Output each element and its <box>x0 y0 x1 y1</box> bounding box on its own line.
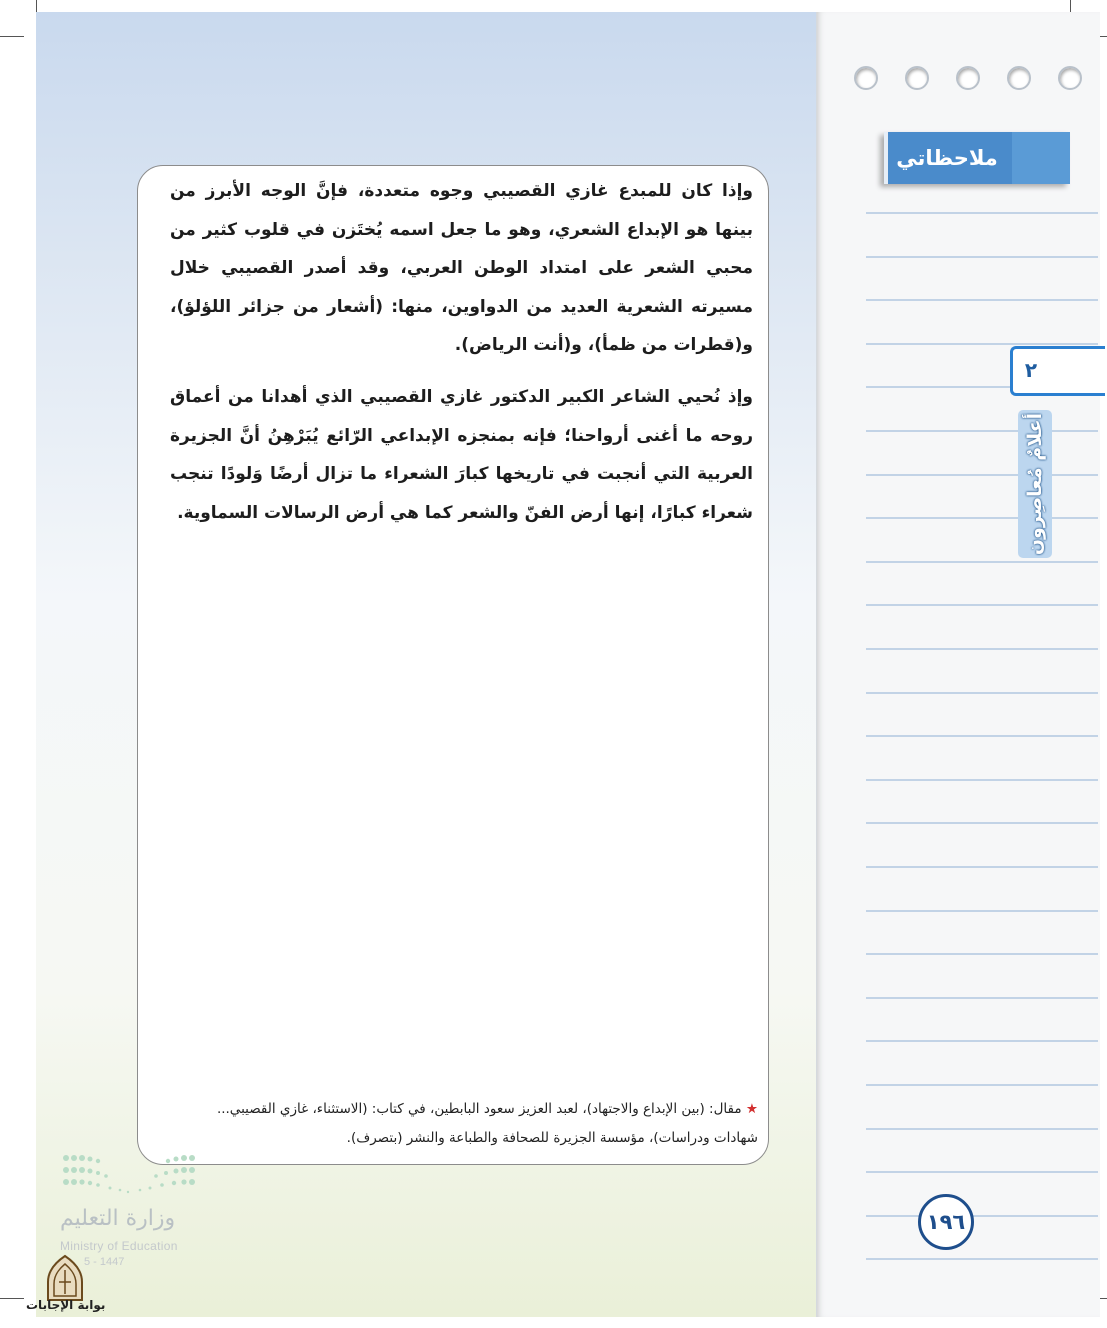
ruled-line <box>866 474 1098 476</box>
ruled-line <box>866 910 1098 912</box>
crop-mark <box>0 36 24 37</box>
ruled-line <box>866 648 1098 650</box>
ruled-line <box>866 256 1098 258</box>
ruled-line <box>866 779 1098 781</box>
ruled-line <box>866 561 1098 563</box>
ruled-line <box>866 1171 1098 1173</box>
ruled-line <box>866 212 1098 214</box>
binder-hole <box>1058 66 1082 90</box>
ministry-year: 5 - 1447 <box>84 1256 125 1268</box>
unit-number: ٢ <box>1024 358 1038 382</box>
ruled-line <box>866 1258 1098 1260</box>
ruled-line <box>866 1040 1098 1042</box>
article-paragraph: وإذا كان للمبدع غازي القصيبي وجوه متعددة، فإنَّ الوجه الأبرز من بينها هو الإبداع الشعري، وهو ما جعل اسمه يُختَزن في قلوب كثير من محبي الشعر على امتداد الوطن العربي، وقد أصدر القصيبي خلال مسيرته الشعرية العديد من الدواوين، منها: (أشعار من جزائر اللؤلؤ)، و(قطرات من ظمأ)، و(أنت الرياض). <box>170 181 753 355</box>
ruled-line <box>866 604 1098 606</box>
footnote <box>150 1095 758 1153</box>
ruled-line <box>866 1215 1098 1217</box>
star-icon: ★ <box>745 1101 758 1117</box>
unit-title: أعلامٌ مُعاصِرون <box>1024 412 1046 556</box>
crop-mark <box>0 1298 24 1299</box>
binder-hole <box>1007 66 1031 90</box>
ruled-line <box>866 430 1098 432</box>
article-paragraph: وإذ نُحيي الشاعر الكبير الدكتور غازي القصيبي الذي أهدانا من أعماق روحه ما أغنى أرواحنا؛ فإنه بمنجزه الإبداعي الرّائع يُبَرْهِنُ أنَّ الجزيرة العربية التي أنجبت في تاريخها كبارَ الشعراء ما تزال أرضًا وَلودًا تنجب شعراء كبارًا، إنها أرض الفنّ والشعر كما هي أرض الرسالات السماوية. <box>170 387 753 523</box>
ruled-line <box>866 1084 1098 1086</box>
ministry-name-arabic: وزارة التعليم <box>60 1206 176 1231</box>
ministry-name-english: Ministry of Education <box>60 1239 178 1253</box>
ruled-line <box>866 517 1098 519</box>
notes-tab-label: ملاحظاتي <box>896 146 998 170</box>
ruled-line <box>866 735 1098 737</box>
binder-hole <box>905 66 929 90</box>
ruled-line <box>866 343 1098 345</box>
ruled-line <box>866 953 1098 955</box>
binder-hole <box>956 66 980 90</box>
footnote-line: شهادات ودراسات)، مؤسسة الجزيرة للصحافة والطباعة والنشر (بتصرف). <box>346 1130 758 1146</box>
watermark-text: بوابة الإجابات <box>26 1298 106 1312</box>
binder-hole <box>854 66 878 90</box>
ruled-line <box>866 1128 1098 1130</box>
ministry-logo-icon <box>62 1152 198 1198</box>
ruled-line <box>866 866 1098 868</box>
notes-panel <box>816 12 1100 1317</box>
footnote-line: مقال: (بين الإبداع والاجتهاد)، لعبد العزيز سعود البابطين، في كتاب: (الاستثناء، غازي القصيبي... <box>216 1101 742 1117</box>
ruled-line <box>866 692 1098 694</box>
page-number: ١٩٦ <box>918 1194 974 1250</box>
watermark-logo-icon <box>44 1254 86 1302</box>
ruled-line <box>866 997 1098 999</box>
ruled-line <box>866 822 1098 824</box>
ruled-line <box>866 299 1098 301</box>
